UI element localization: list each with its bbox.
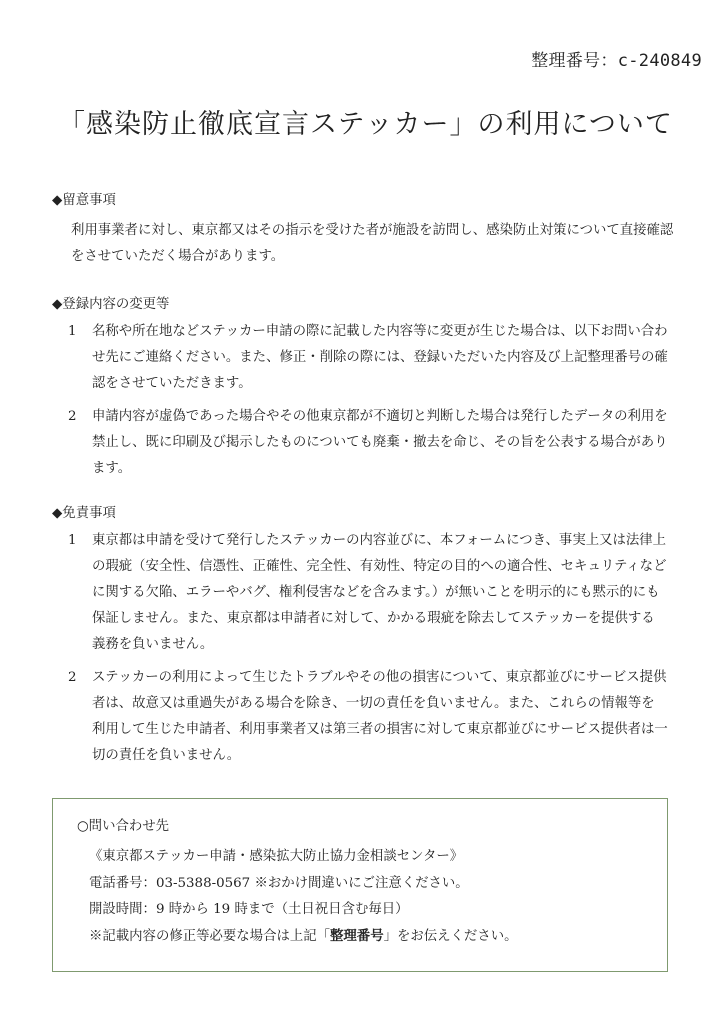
reference-label: 整理番号：: [531, 51, 618, 71]
contact-note: [89, 926, 518, 947]
section-heading: ◆留意事項: [52, 193, 116, 208]
item-number: 1: [68, 533, 77, 548]
contact-note-suffix: 」をお伝えください。: [383, 929, 518, 944]
section-registration-changes: [52, 294, 678, 482]
page-title: 「感染防止徹底宣言ステッカー」の利用について: [58, 109, 673, 140]
item-text: 東京都は申請を受けて発行したステッカーの内容並びに、本フォームにつき、事実上又は法律上の瑕疵（安全性、信憑性、正確性、完全性、有効性、特定の目的への適合性、セキュリティなどに関する欠陥、エラーやバグ、権利侵害などを含みます。）が無いことを明示的にも黙示的にも保証しません。また、東京都は申請者に対して、かかる瑕疵を除去してステッカーを提供する義務を負いません。: [92, 533, 667, 652]
item-text: ステッカーの利用によって生じたトラブルやその他の損害について、東京都並びにサービス提供者は、故意又は重過失がある場合を除き、一切の責任を負いません。また、これらの情報等を利用して生じた申請者、利用事業者又は第三者の損害に対して東京都並びにサービス提供者は一切の責任を負いません。: [92, 670, 668, 763]
section-text: 利用事業者に対し、東京都又はその指示を受けた者が施設を訪問し、感染防止対策について直接確認をさせていただく場合があります。: [71, 223, 674, 264]
list-item: [52, 404, 678, 482]
item-number: 2: [68, 670, 77, 685]
item-number: 2: [68, 409, 77, 424]
reference-number: [531, 46, 702, 71]
section-notes: [52, 190, 678, 270]
section-disclaimer: [52, 503, 678, 769]
contact-phone: 電話番号：03-5388-0567 ※おかけ間違いにご注意ください。: [89, 876, 469, 891]
section-heading: ◆登録内容の変更等: [52, 297, 170, 312]
list-item: [52, 528, 678, 658]
section-heading: ◆免責事項: [52, 506, 116, 521]
contact-note-prefix: ※記載内容の修正等必要な場合は上記「: [89, 929, 331, 944]
contact-organization: 《東京都ステッカー申請・感染拡大防止協力金相談センター》: [89, 849, 464, 864]
list-item: [52, 319, 678, 397]
list-item: [52, 665, 678, 769]
item-text: 名称や所在地などステッカー申請の際に記載した内容等に変更が生じた場合は、以下お問い合わせ先にご連絡ください。また、修正・削除の際には、登録いただいた内容及び上記整理番号の確認をさせていただきます。: [92, 324, 668, 391]
contact-hours: 開設時間：9 時から 19 時まで（土日祝日含む毎日）: [89, 902, 409, 917]
reference-value: c-240849: [617, 51, 702, 71]
contact-note-emphasis: 整理番号: [330, 928, 384, 944]
contact-box: [52, 798, 668, 972]
item-text: 申請内容が虚偽であった場合やその他東京都が不適切と判断した場合は発行したデータの利用を禁止し、既に印刷及び掲示したものについても廃棄・撤去を命じ、その旨を公表する場合があります。: [92, 409, 668, 476]
item-number: 1: [68, 324, 77, 339]
contact-heading: ○問い合わせ先: [77, 819, 170, 834]
